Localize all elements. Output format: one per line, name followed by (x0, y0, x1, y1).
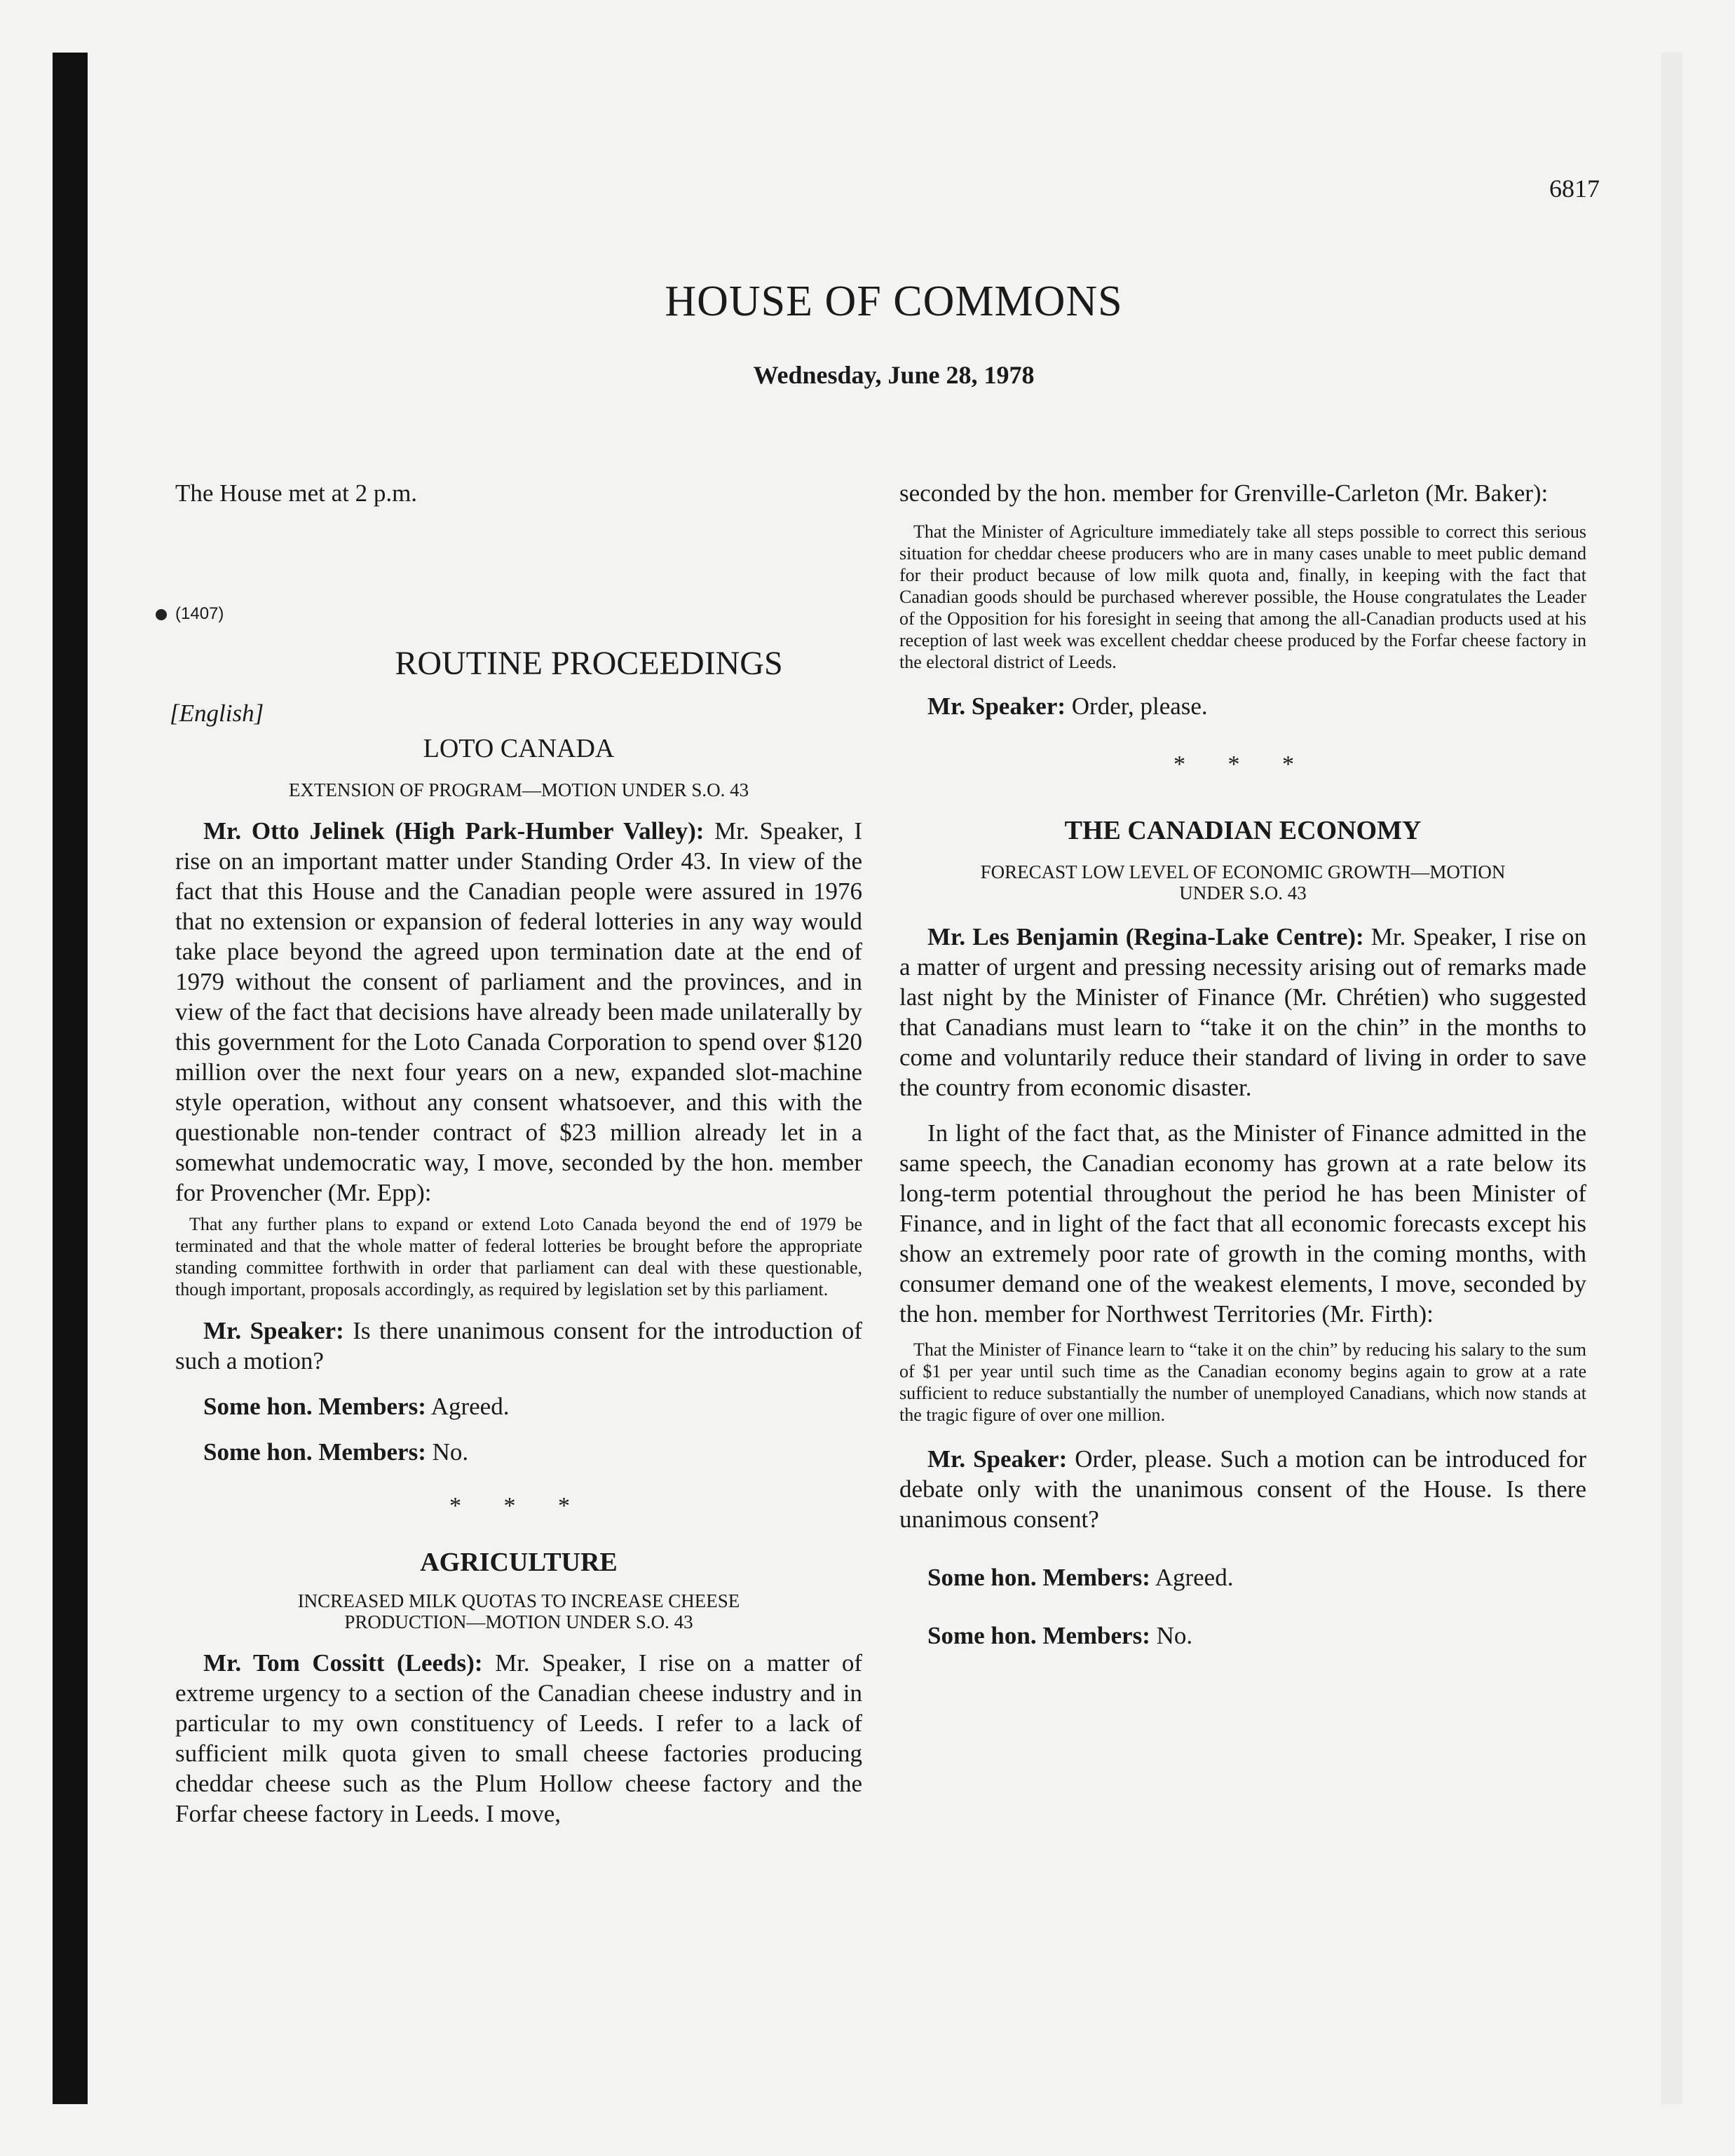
speaker-name: Some hon. Members: (203, 1438, 426, 1466)
loto-canada-subheading: EXTENSION OF PROGRAM—MOTION UNDER S.O. 43 (288, 779, 749, 800)
opening-line: The House met at 2 p.m. (175, 479, 418, 507)
speaker-consent-question (175, 1316, 862, 1376)
speech-text: Agreed. (430, 1393, 510, 1420)
speech-text: Order, please. (1071, 692, 1208, 720)
right-column (899, 478, 1586, 1651)
continuation-text: seconded by the hon. member for Grenville-Carleton (Mr. Baker): (899, 479, 1549, 507)
timestamp-text: (1407) (175, 604, 224, 623)
speaker-name: Some hon. Members: (927, 1622, 1150, 1649)
language-tag: [English] (170, 700, 264, 727)
page-header (88, 277, 1700, 390)
economy-heading: THE CANADIAN ECONOMY (1064, 816, 1422, 845)
economy-subheading-line1: FORECAST LOW LEVEL OF ECONOMIC GROWTH—MOTION (980, 861, 1506, 882)
speech-text: Mr. Speaker, I rise on an important matter under Standing Order 43. In view of the fact that this House and the Canadian people were assured in 1976 that no extension or expansion of federal lotteries in any way would take place beyond the agreed upon termination date at the end of 1979 without the consent of parliament and the provinces, and in view of the fact that decisions have already been made unilaterally by this government for the Loto Canada Corporation to spend over $120 million over the next four years on a new, expanded slot-machine style operation, without any consent whatsoever, and this with the questionable non-tender contract of $23 million already let in a somewhat undemocratic way, I move, seconded by the hon. member for Provencher (Mr. Epp): (175, 817, 862, 1206)
speaker-name: Mr. Otto Jelinek (High Park-Humber Valley): (203, 817, 705, 845)
finance-motion-text: That the Minister of Finance learn to “take it on the chin” by reducing his salary to the sum of $1 per year until such time as the Canadian economy begins again to grow at a rate sufficient to reduce substantially the number of unemployed Canadians, which now stands at the tragic figure of over one million. (899, 1339, 1586, 1425)
speech-text: Order, please. Such a motion can be introduced for debate only with the unanimous consent of the House. Is there unanimous consent? (899, 1445, 1587, 1533)
cheese-motion-text: That the Minister of Agriculture immediately take all steps possible to correct this serious situation for cheddar cheese producers who are in many cases unable to meet public demand for their product because of low milk quota and, finally, in keeping with the fact that Canadian goods should be purchased wherever possible, the House congratulates the Leader of the Opposition for his foresight in seeing that among the all-Canadian products used at his reception of last week was excellent cheddar cheese produced by the Forfar cheese factory in the electoral district of Leeds. (899, 521, 1586, 672)
loto-motion-text: That any further plans to expand or extend Loto Canada beyond the end of 1979 be terminated and that the whole matter of federal lotteries be brought before the appropriate standing committee forthwith in order that parliament can deal with these questionable, though important, proposals accordingly, as required by legislation set by this parliament. (175, 1214, 862, 1299)
loto-canada-heading: LOTO CANADA (423, 734, 615, 763)
speaker-name: Some hon. Members: (203, 1393, 426, 1420)
speech-text: No. (432, 1438, 469, 1466)
speaker-name: Some hon. Members: (927, 1564, 1150, 1591)
section-separator: * * * (1173, 751, 1312, 777)
speaker-order-2 (899, 1444, 1586, 1534)
members-agreed (899, 1562, 1586, 1592)
speaker-name: Mr. Speaker: (927, 1445, 1068, 1473)
page-number: 6817 (1549, 175, 1600, 203)
members-no (899, 1621, 1586, 1651)
bullet-icon (156, 609, 167, 620)
scan-edge-bar (53, 53, 88, 2104)
speech-text: Agreed. (1155, 1564, 1234, 1591)
speech-text: No. (1156, 1622, 1193, 1649)
jelinek-speech (175, 816, 862, 1208)
routine-proceedings-heading: ROUTINE PROCEEDINGS (395, 645, 783, 682)
members-agreed (175, 1391, 862, 1421)
speech-text: Mr. Speaker, I rise on a matter of extreme urgency to a section of the Canadian cheese industry and in particular to my own constituency of Leeds. I refer to a lack of sufficient milk quota given to small cheese factories producing cheddar cheese such as the Plum Hollow cheese factory and the Forfar cheese factory in Leeds. I move, (175, 1649, 863, 1827)
sitting-date: Wednesday, June 28, 1978 (753, 361, 1035, 389)
speaker-name: Mr. Les Benjamin (Regina-Lake Centre): (927, 923, 1364, 950)
economy-subheading-line2: UNDER S.O. 43 (1179, 882, 1307, 903)
members-no (175, 1437, 862, 1467)
cossitt-speech (175, 1648, 862, 1829)
speech-text: Mr. Speaker, I rise on a matter of urgent and pressing necessity arising out of remarks made last night by the Minister of Finance (Mr. Chrétien) who suggested that Canadians must learn to “take it on the chin” in the months to come and voluntarily reduce their standard of living in order to save the country from economic disaster. (899, 923, 1586, 1101)
page-title: HOUSE OF COMMONS (665, 278, 1123, 325)
speaker-name: Mr. Speaker: (203, 1317, 344, 1344)
speech-text: Is there unanimous consent for the introduction of such a motion? (175, 1317, 863, 1374)
speaker-name: Mr. Speaker: (927, 692, 1066, 720)
speaker-order-1 (899, 691, 1586, 721)
speaker-name: Mr. Tom Cossitt (Leeds): (203, 1649, 483, 1677)
benjamin-speech (899, 922, 1586, 1103)
agriculture-subheading-line2: PRODUCTION—MOTION UNDER S.O. 43 (344, 1611, 693, 1632)
agriculture-subheading-line1: INCREASED MILK QUOTAS TO INCREASE CHEESE (297, 1590, 740, 1611)
agriculture-heading: AGRICULTURE (420, 1548, 618, 1577)
benjamin-speech-continued: In light of the fact that, as the Minister of Finance admitted in the same speech, the Canadian economy has grown at a rate below its long-term potential throughout the period he has been Minister of Finance, and in light of the fact that all economic forecasts except his show an extremely poor rate of growth in the coming months, with consumer demand one of the weakest elements, I move, seconded by the hon. member for Northwest Territories (Mr. Firth): (899, 1119, 1586, 1328)
section-separator: * * * (449, 1493, 588, 1519)
left-column (170, 478, 863, 1829)
